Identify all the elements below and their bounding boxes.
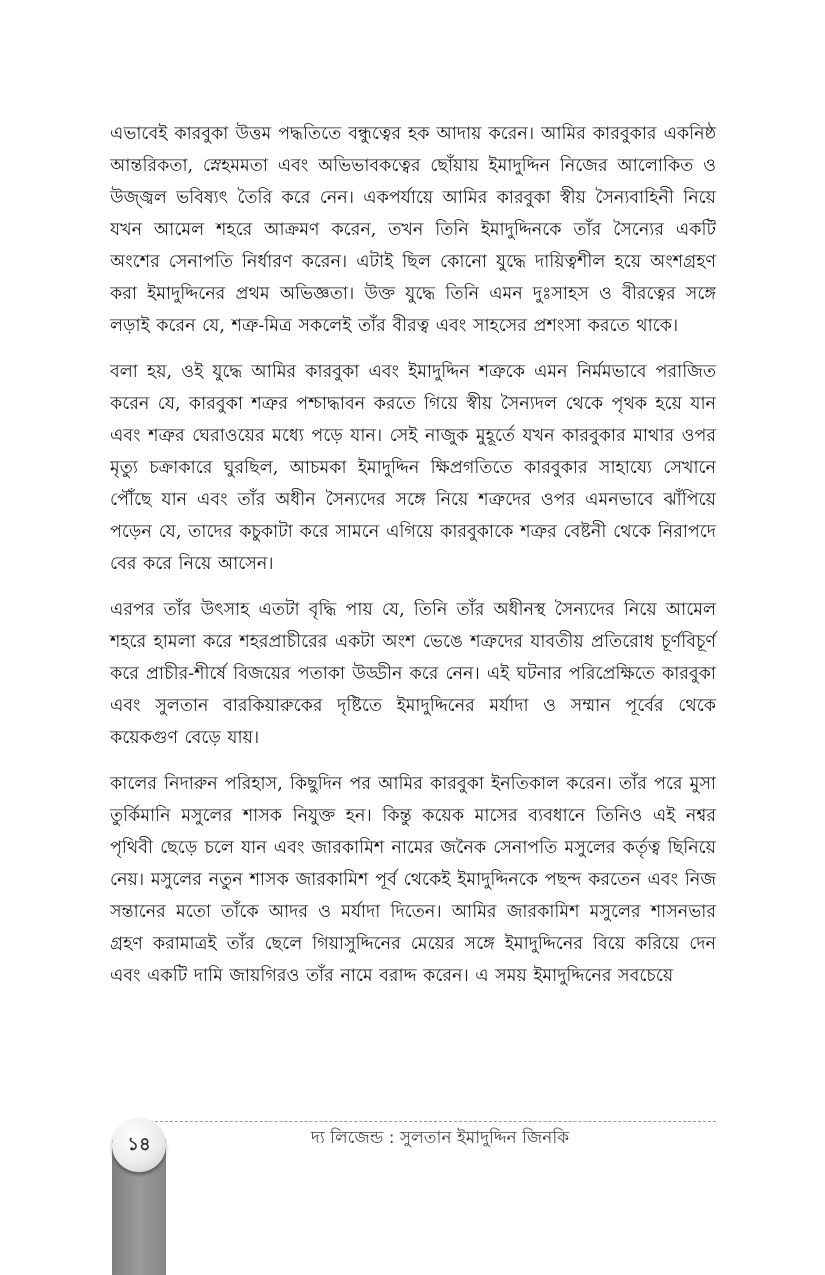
footer-divider — [150, 1121, 716, 1122]
body-paragraph-1: এভাবেই কারবুকা উত্তম পদ্ধতিতে বন্ধুত্বের হক আদায় করেন। আমির কারবুকার একনিষ্ঠ আন্তরিকতা, স্নেহমমতা এবং অভিভাবকত্বের ছোঁয়ায় ইমাদুদ্দিন নিজের আলোকিত ও উজ্জ্বল ভবিষ্যৎ তৈরি করে নেন। একপর্যায়ে আমির কারবুকা স্বীয় সৈন্যবাহিনী নিয়ে যখন আমেল শহরে আক্রমণ করেন, তখন তিনি ইমাদুদ্দিনকে তাঁর সৈন্যের একটি অংশের সেনাপতি নির্ধারণ করেন। এটাই ছিল কোনো যুদ্ধে দায়িত্বশীল হয়ে অংশগ্রহণ করা ইমাদুদ্দিনের প্রথম অভিজ্ঞতা। উক্ত যুদ্ধে তিনি এমন দুঃসাহস ও বীরত্বের সঙ্গে লড়াই করেন যে, শত্রু-মিত্র সকলেই তাঁর বীরত্ব এবং সাহসের প্রশংসা করতে থাকে। — [110, 124, 716, 336]
body-paragraph-2: বলা হয়, ওই যুদ্ধে আমির কারবুকা এবং ইমাদুদ্দিন শত্রুকে এমন নির্মমভাবে পরাজিত করেন যে, কারবুকা শত্রুর পশ্চাদ্ধাবন করতে গিয়ে স্বীয় সৈন্যদল থেকে পৃথক হয়ে যান এবং শত্রুর ঘেরাওয়ের মধ্যে পড়ে যান। সেই নাজুক মুহূর্তে যখন কারবুকার মাথার ওপর মৃত্যু চক্রাকারে ঘুরছিল, আচমকা ইমাদুদ্দিন ক্ষিপ্রগতিতে কারবুকার সাহায্যে সেখানে পৌঁছে যান এবং তাঁর অধীন সৈন্যদের সঙ্গে নিয়ে শত্রুদের ওপর এমনভাবে ঝাঁপিয়ে পড়েন যে, তাদের কচুকাটা করে সামনে এগিয়ে কারবুকাকে শত্রুর বেষ্টনী থেকে নিরাপদে বের করে নিয়ে আসেন। — [110, 362, 716, 574]
body-paragraph-4: কালের নিদারুন পরিহাস, কিছুদিন পর আমির কারবুকা ইনতিকাল করেন। তাঁর পরে মুসা তুর্কিমানি মসুলের শাসক নিযুক্ত হন। কিন্তু কয়েক মাসের ব্যবধানে তিনিও এই নশ্বর পৃথিবী ছেড়ে চলে যান এবং জারকামিশ নামের জনৈক সেনাপতি মসুলের কর্তৃত্ব ছিনিয়ে নেয়। মসুলের নতুন শাসক জারকামিশ পূর্ব থেকেই ইমাদুদ্দিনকে পছন্দ করতেন এবং নিজ সন্তানের মতো তাঁকে আদর ও মর্যাদা দিতেন। আমির জারকামিশ মসুলের শাসনভার গ্রহণ করামাত্রই তাঁর ছেলে গিয়াসুদ্দিনের মেয়ের সঙ্গে ইমাদুদ্দিনের বিয়ে করিয়ে দেন এবং একটি দামি জায়গিরও তাঁর নামে বরাদ্দ করেন। এ সময় ইমাদুদ্দিনের সবচেয়ে — [110, 774, 716, 986]
page-body — [110, 118, 716, 1006]
body-paragraph-3: এরপর তাঁর উৎসাহ এতটা বৃদ্ধি পায় যে, তিনি তাঁর অধীনস্থ সৈন্যদের নিয়ে আমেল শহরে হামলা করে শহরপ্রাচীরের একটা অংশ ভেঙে শত্রুদের যাবতীয় প্রতিরোধ চূর্ণবিচূর্ণ করে প্রাচীর-শীর্ষে বিজয়ের পতাকা উড্ডীন করে নেন। এই ঘটনার পরিপ্রেক্ষিতে কারবুকা এবং সুলতান বারকিয়ারুকের দৃষ্টিতে ইমাদুদ্দিনের মর্যাদা ও সম্মান পূর্বের থেকে কয়েকগুণ বেড়ে যায়। — [110, 600, 716, 748]
running-title: দ্য লিজেন্ড : সুলতান ইমাদুদ্দিন জিনকি — [310, 1128, 570, 1148]
page-number-badge — [112, 1118, 166, 1172]
page-number: ১৪ — [127, 1133, 151, 1155]
